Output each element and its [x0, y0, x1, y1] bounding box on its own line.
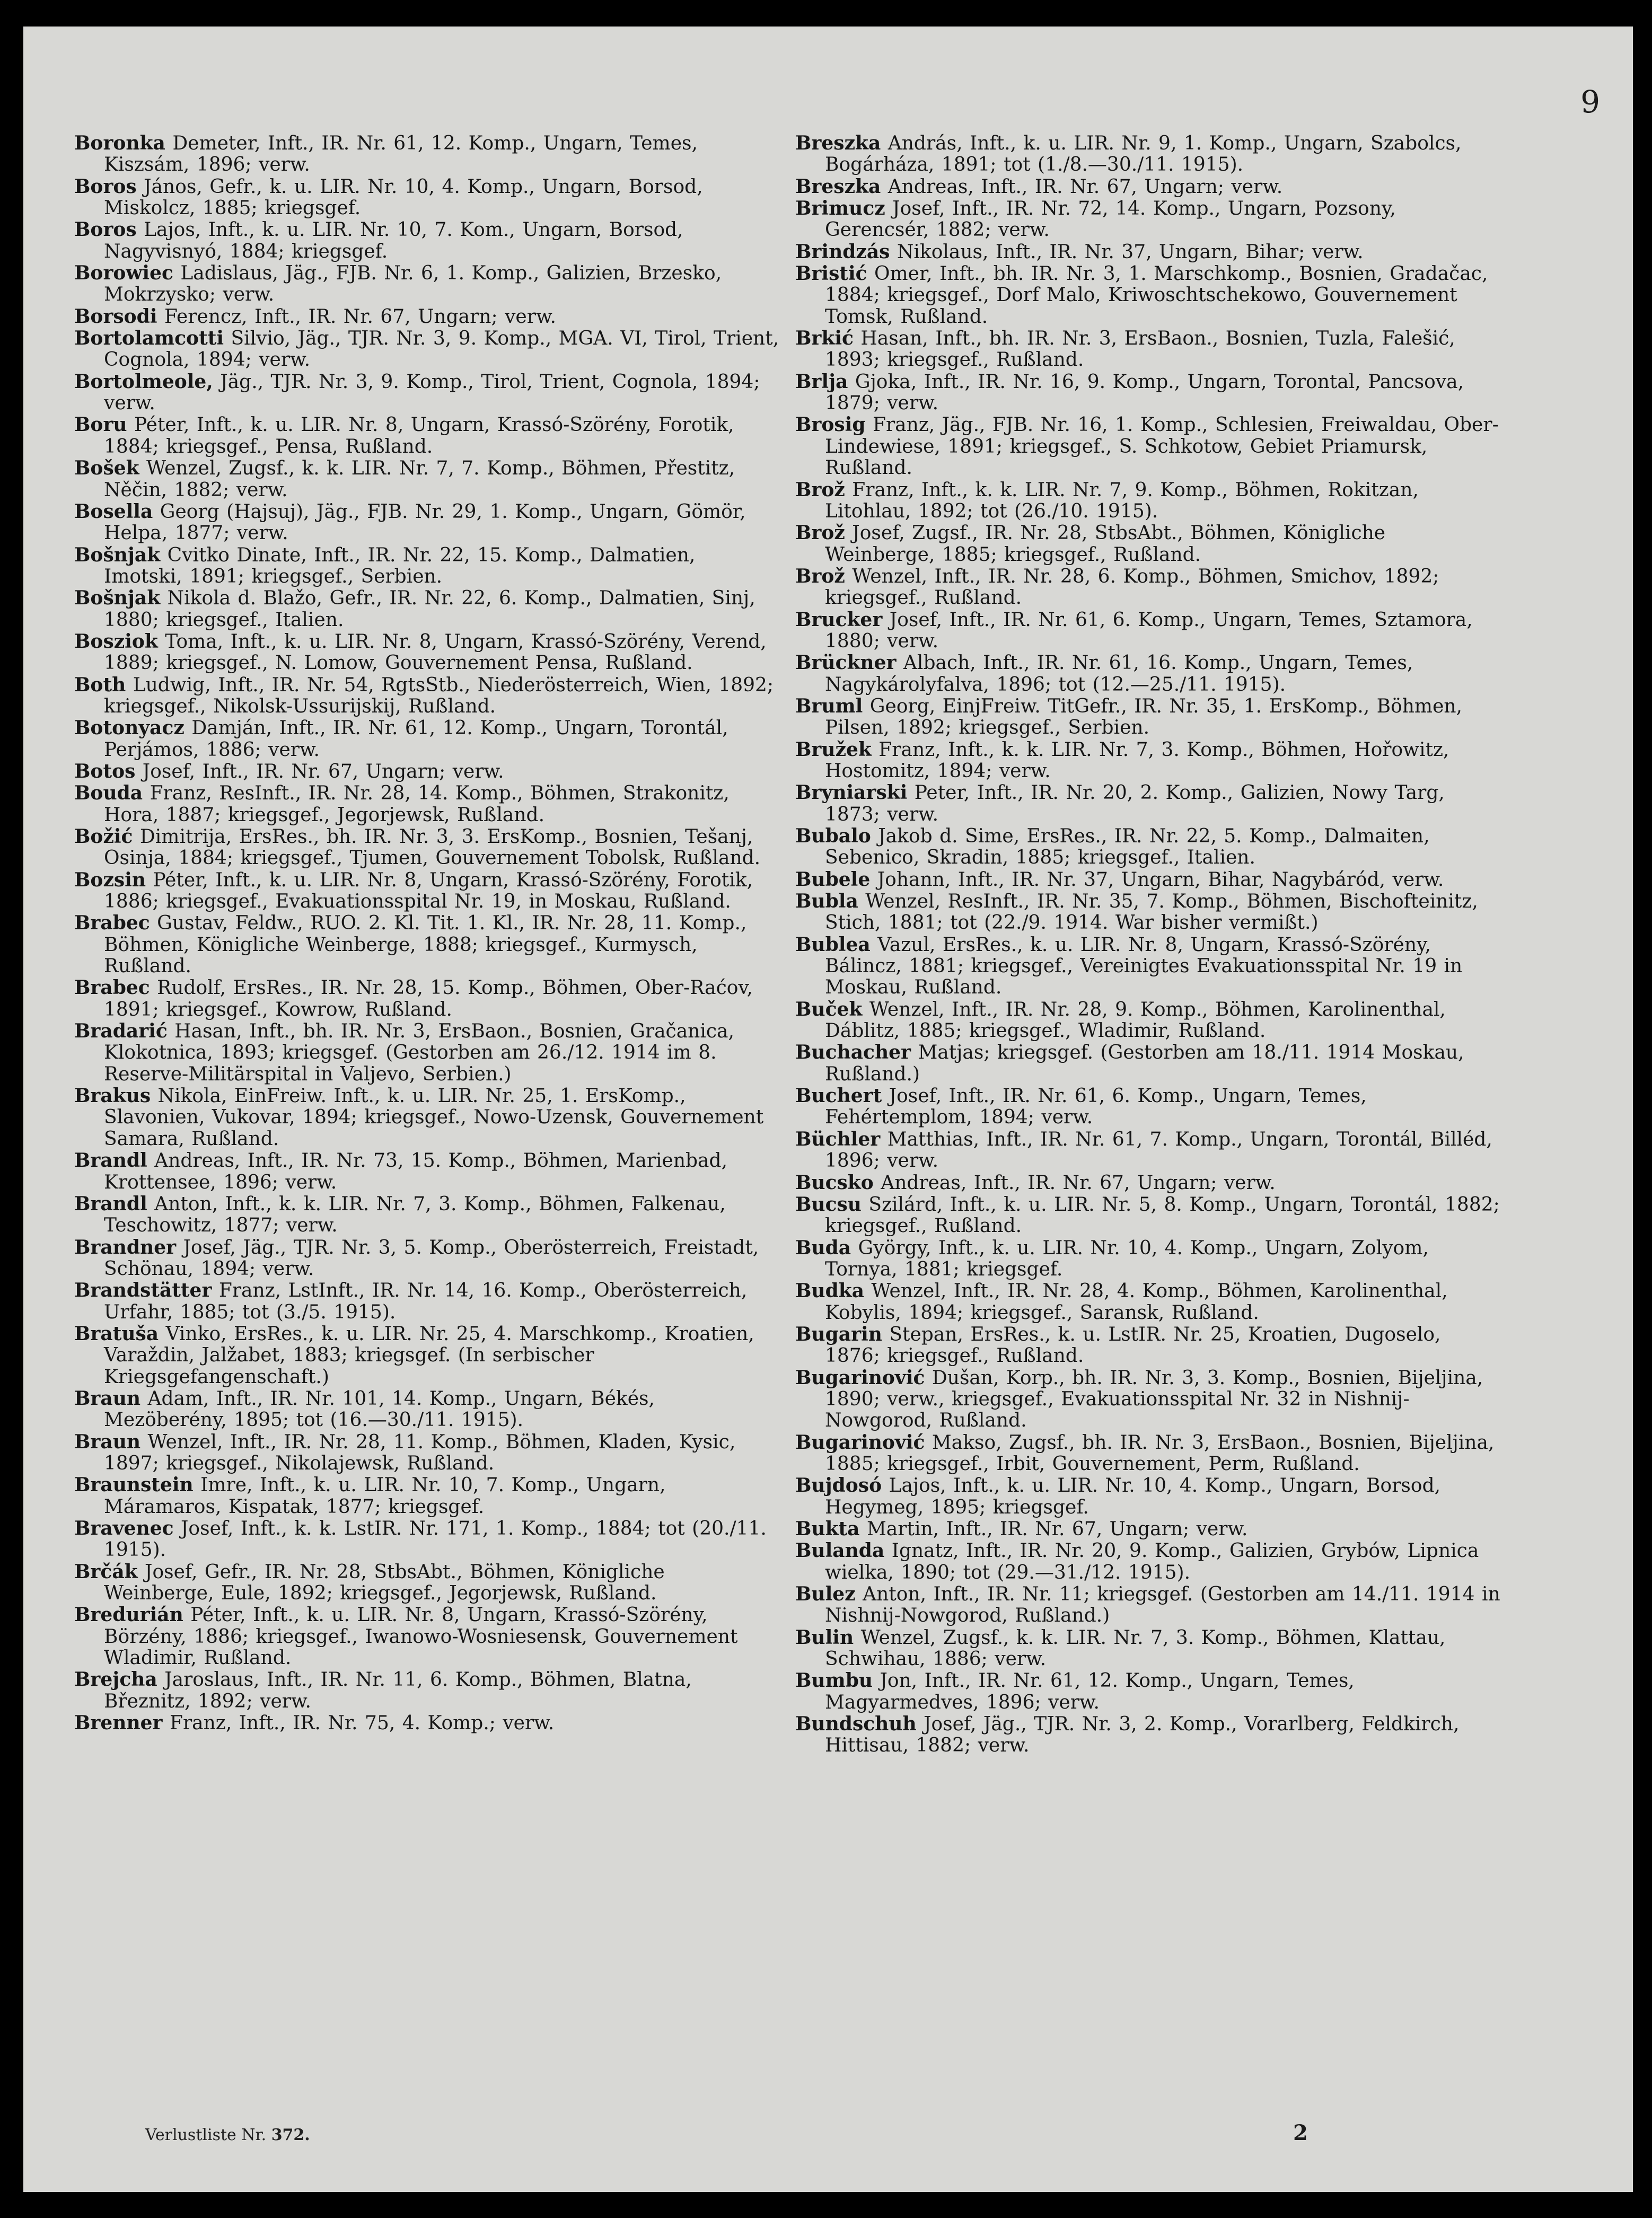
entry-name: Bukta [795, 1518, 860, 1540]
entry-name: Brenner [74, 1712, 163, 1735]
list-entry [795, 1713, 1500, 1757]
list-entry [795, 934, 1500, 999]
entry-name: Brož [795, 478, 845, 501]
list-entry [74, 133, 779, 176]
entry-name: Brčák [74, 1560, 138, 1583]
list-entry [74, 262, 779, 306]
entry-name: Bošek [74, 457, 139, 480]
entry-name: Bortolamcotti [74, 327, 224, 350]
entry-name: Bundschuh [795, 1713, 917, 1736]
entry-details: Silvio, Jäg., TJR. Nr. 3, 9. Komp., MGA. VI, Tirol, Trient, Cognola, 1894; verw. [104, 328, 779, 371]
entry-details: Lajos, Inft., k. u. LIR. Nr. 10, 4. Komp., Ungarn, Borsod, Hegymeg, 1895; kriegsgef. [825, 1475, 1441, 1518]
entry-details: Damján, Inft., IR. Nr. 61, 12. Komp., Ungarn, Torontál, Perjámos, 1886; verw. [104, 717, 728, 761]
entry-name: Botonyacz [74, 717, 184, 740]
entry-name: Brimucz [795, 197, 885, 220]
entry-name: Bradarić [74, 1020, 168, 1043]
entry-details: Wenzel, Inft., IR. Nr. 28, 6. Komp., Böhmen, Smichov, 1892; kriegsgef., Rußland. [825, 565, 1439, 609]
list-entry [74, 1193, 779, 1237]
entry-name: Boru [74, 413, 127, 436]
entry-details: Stepan, ErsRes., k. u. LstIR. Nr. 25, Kroatien, Dugoselo, 1876; kriegsgef., Rußland. [825, 1323, 1441, 1367]
entry-details: Imre, Inft., k. u. LIR. Nr. 10, 7. Komp., Ungarn, Máramaros, Kispatak, 1877; kriegsgef. [104, 1474, 666, 1518]
list-entry [795, 891, 1500, 934]
entry-name: Buda [795, 1236, 851, 1259]
entry-name: Bugarinović [795, 1366, 925, 1389]
list-entry [74, 977, 779, 1020]
entry-name: Bugarin [795, 1323, 882, 1345]
entry-details: Georg, EinjFreiw. TitGefr., IR. Nr. 35, 1. ErsKomp., Böhmen, Pilsen, 1892; kriegsgef., Serbien. [825, 695, 1463, 739]
entry-details: Josef, Inft., IR. Nr. 72, 14. Komp., Ungarn, Pozsony, Gerencsér, 1882; verw. [825, 198, 1396, 241]
entry-details: Omer, Inft., bh. IR. Nr. 3, 1. Marschkomp., Bosnien, Gradačac, 1884; kriegsgef., Dorf Malo, Kriwoschtschekowo, Gouvernement Tomsk, Rußland. [825, 263, 1488, 328]
entry-details: Josef, Jäg., TJR. Nr. 3, 5. Komp., Oberösterreich, Freistadt, Schönau, 1894; verw. [104, 1236, 759, 1280]
entry-details: János, Gefr., k. u. LIR. Nr. 10, 4. Komp., Ungarn, Borsod, Miskolcz, 1885; kriegsgef. [104, 175, 703, 219]
entry-details: Vinko, ErsRes., k. u. LIR. Nr. 25, 4. Marschkomp., Kroatien, Varaždin, Jalžabet, 1883; kriegsgef. (In serbischer Kriegsgefangenschaft.) [104, 1323, 754, 1388]
footer-signature: 2 [1293, 2120, 1308, 2145]
entry-name: Breszka [795, 175, 881, 198]
entry-name: Breszka [795, 132, 881, 154]
entry-details: Ludwig, Inft., IR. Nr. 54, RgtsStb., Niederösterreich, Wien, 1892; kriegsgef., Nikolsk-Ussurijskij, Rußland. [104, 674, 774, 717]
entry-details: Matthias, Inft., IR. Nr. 61, 7. Komp., Ungarn, Torontál, Billéd, 1896; verw. [825, 1128, 1492, 1172]
list-entry [795, 739, 1500, 782]
list-entry [74, 544, 779, 588]
entry-details: Josef, Zugsf., IR. Nr. 28, StbsAbt., Böhmen, Königliche Weinberge, 1885; kriegsgef., Rußland. [825, 522, 1386, 566]
list-entry [795, 1129, 1500, 1172]
entry-name: Bouda [74, 782, 143, 805]
entry-details: Gjoka, Inft., IR. Nr. 16, 9. Komp., Ungarn, Torontal, Pancsova, 1879; verw. [825, 371, 1464, 415]
list-entry [74, 1237, 779, 1280]
list-entry [795, 869, 1500, 891]
entry-details: Ignatz, Inft., IR. Nr. 20, 9. Komp., Galizien, Grybów, Lipnica wielka, 1890; tot (29.—31./12. 1915). [825, 1540, 1479, 1583]
entry-details: Péter, Inft., k. u. LIR. Nr. 8, Ungarn, Krassó-Szörény, Forotik, 1884; kriegsgef., Pensa, Rußland. [104, 414, 734, 457]
entry-name: Božić [74, 825, 133, 848]
entry-name: Bozsin [74, 868, 146, 891]
list-entry [795, 414, 1500, 479]
list-entry [74, 674, 779, 718]
list-entry [74, 1712, 779, 1734]
entry-details: Adam, Inft., IR. Nr. 101, 14. Komp., Ungarn, Békés, Mezöberény, 1895; tot (16.—30./11. 1915). [104, 1387, 655, 1431]
entry-name: Bubele [795, 868, 871, 891]
entry-details: Hasan, Inft., bh. IR. Nr. 3, ErsBaon., Bosnien, Tuzla, Falešić, 1893; kriegsgef., Rußland. [825, 328, 1455, 371]
entry-details: Nikolaus, Inft., IR. Nr. 37, Ungarn, Bihar; verw. [890, 241, 1364, 263]
entry-details: Anton, Inft., k. k. LIR. Nr. 7, 3. Komp., Böhmen, Falkenau, Teschowitz, 1877; verw. [104, 1193, 726, 1237]
entry-details: Wenzel, Inft., IR. Nr. 28, 11. Komp., Böhmen, Kladen, Kysic, 1897; kriegsgef., Nikolajewsk, Rußland. [104, 1431, 736, 1474]
list-entry [74, 869, 779, 913]
entry-name: Bubla [795, 890, 858, 913]
entry-name: Braun [74, 1430, 141, 1453]
list-entry [795, 1432, 1500, 1475]
entry-name: Brakus [74, 1085, 151, 1107]
entry-details: Georg (Hajsuj), Jäg., FJB. Nr. 29, 1. Komp., Ungarn, Gömör, Helpa, 1877; verw. [104, 500, 746, 544]
list-entry [795, 1518, 1500, 1540]
list-entry [74, 414, 779, 457]
entry-details: Wenzel, Zugsf., k. k. LIR. Nr. 7, 3. Komp., Böhmen, Klattau, Schwihau, 1886; verw. [825, 1626, 1446, 1670]
entry-details: Matjas; kriegsgef. (Gestorben am 18./11. 1914 Moskau, Rußland.) [825, 1042, 1464, 1085]
list-entry [74, 1388, 779, 1431]
list-entry [795, 1627, 1500, 1670]
entry-name: Both [74, 673, 126, 696]
list-entry [795, 1085, 1500, 1129]
entry-name: Bulin [795, 1626, 854, 1649]
entry-details: Szilárd, Inft., k. u. LIR. Nr. 5, 8. Komp., Ungarn, Torontál, 1882; kriegsgef., Rußland. [825, 1193, 1500, 1237]
list-entry [795, 1367, 1500, 1432]
entry-name: Bosziok [74, 630, 158, 653]
entry-details: Anton, Inft., IR. Nr. 11; kriegsgef. (Gestorben am 14./11. 1914 in Nishnij-Nowgorod, Rußland.) [825, 1583, 1500, 1627]
entry-details: Andreas, Inft., IR. Nr. 67, Ungarn; verw. [873, 1172, 1276, 1194]
entry-name: Borowiec [74, 262, 173, 285]
list-entry [795, 479, 1500, 523]
entry-name: Bublea [795, 933, 871, 956]
entry-name: Boros [74, 175, 137, 198]
list-entry [795, 999, 1500, 1042]
list-entry [74, 1280, 779, 1323]
entry-details: Jaroslaus, Inft., IR. Nr. 11, 6. Komp., Böhmen, Blatna, Březnitz, 1892; verw. [104, 1669, 692, 1712]
entry-name: Brandl [74, 1192, 147, 1215]
entry-details: Franz, Inft., k. k. LIR. Nr. 7, 9. Komp., Böhmen, Rokitzan, Litohlau, 1892; tot (26./10. 1915). [825, 479, 1419, 522]
entry-details: Ferencz, Inft., IR. Nr. 67, Ungarn; verw. [157, 305, 556, 328]
list-entry [74, 1561, 779, 1605]
list-entry [74, 1020, 779, 1085]
list-entry [795, 176, 1500, 198]
list-entry [795, 1194, 1500, 1237]
entry-details: Vazul, ErsRes., k. u. LIR. Nr. 8, Ungarn, Krassó-Szörény, Bálincz, 1881; kriegsgef., Vereinigtes Evakuationsspital Nr. 19 in Moskau, Rußland. [825, 934, 1463, 999]
entry-details: Franz, ResInft., IR. Nr. 28, 14. Komp., Böhmen, Strakonitz, Hora, 1887; kriegsgef., Jegorjewsk, Rußland. [104, 782, 730, 826]
entry-details: Josef, Inft., IR. Nr. 67, Ungarn; verw. [135, 760, 504, 782]
list-entry [74, 328, 779, 371]
entry-details: Josef, Gefr., IR. Nr. 28, StbsAbt., Böhmen, Königliche Weinberge, Eule, 1892; kriegsgef., Jegorjewsk, Rußland. [104, 1561, 665, 1605]
entry-name: Brož [795, 522, 845, 544]
entry-details: Andreas, Inft., IR. Nr. 73, 15. Komp., Böhmen, Marienbad, Krottensee, 1896; verw. [104, 1150, 728, 1193]
entry-details: Josef, Inft., IR. Nr. 61, 6. Komp., Ungarn, Temes, Sztamora, 1880; verw. [825, 609, 1473, 652]
list-entry [795, 133, 1500, 176]
list-entry [795, 1475, 1500, 1518]
entry-details: Johann, Inft., IR. Nr. 37, Ungarn, Bihar, Nagybáród, verw. [870, 868, 1444, 891]
list-entry [74, 1474, 779, 1518]
list-entry [74, 1669, 779, 1712]
entry-name: Botos [74, 760, 136, 782]
entry-name: Bredurián [74, 1604, 183, 1626]
entry-details: Martin, Inft., IR. Nr. 67, Ungarn; verw. [859, 1518, 1248, 1540]
list-entry [795, 696, 1500, 739]
list-entry [795, 263, 1500, 328]
entry-name: Borsodi [74, 305, 157, 328]
list-entry [74, 1604, 779, 1669]
entry-name: Brabec [74, 976, 150, 999]
entry-name: Brož [795, 565, 845, 587]
list-entry [74, 1323, 779, 1388]
entry-details: Andreas, Inft., IR. Nr. 67, Ungarn; verw. [881, 175, 1283, 198]
entry-name: Boronka [74, 132, 165, 154]
entry-details: Wenzel, ResInft., IR. Nr. 35, 7. Komp., Böhmen, Bischofteinitz, Stich, 1881; tot (22./9. 1914. War bisher vermißt.) [825, 891, 1478, 934]
entry-details: Nikola, EinFreiw. Inft., k. u. LIR. Nr. 25, 1. ErsKomp., Slavonien, Vukovar, 1894; kriegsgef., Nowo-Uzensk, Gouvernement Samara, Rußland. [104, 1085, 764, 1150]
list-entry [795, 1670, 1500, 1713]
entry-name: Bosella [74, 500, 153, 523]
entry-details: Franz, Inft., k. k. LIR. Nr. 7, 3. Komp., Böhmen, Hořowitz, Hostomitz, 1894; verw. [825, 738, 1449, 782]
list-entry [795, 328, 1500, 371]
entry-details: Cvitko Dinate, Inft., IR. Nr. 22, 15. Komp., Dalmatien, Imotski, 1891; kriegsgef., Serbien. [104, 544, 696, 587]
entry-name: Braunstein [74, 1474, 194, 1497]
list-entry [74, 176, 779, 219]
list-entry [74, 1085, 779, 1150]
entry-name: Bošnjak [74, 587, 161, 610]
list-entry [74, 371, 779, 415]
footer-list-label [145, 2126, 310, 2144]
entry-details: Lajos, Inft., k. u. LIR. Nr. 10, 7. Kom., Ungarn, Borsod, Nagyvisnyó, 1884; kriegsgef. [104, 219, 683, 262]
entry-name: Bružek [795, 738, 872, 761]
list-entry [795, 1042, 1500, 1085]
list-entry [74, 631, 779, 674]
entry-name: Brabec [74, 912, 150, 935]
entry-name: Buchacher [795, 1041, 911, 1064]
entry-name: Bristić [795, 262, 867, 285]
entry-details: Péter, Inft., k. u. LIR. Nr. 8, Ungarn, Krassó-Szörény, Börzény, 1886; kriegsgef., Iwanowo-Wosniesensk, Gouvernement Wladimir, Rußland. [104, 1604, 738, 1669]
list-entry [795, 1280, 1500, 1324]
entry-details: György, Inft., k. u. LIR. Nr. 10, 4. Komp., Ungarn, Zolyom, Tornya, 1881; kriegsgef. [825, 1237, 1429, 1280]
list-entry [74, 501, 779, 544]
list-entry [74, 717, 779, 761]
list-entry [795, 1172, 1500, 1194]
list-entry [74, 826, 779, 869]
list-entry [74, 761, 779, 782]
list-entry [795, 566, 1500, 609]
list-entry [795, 782, 1500, 825]
entry-details: Wenzel, Zugsf., k. k. LIR. Nr. 7, 7. Komp., Böhmen, Přestitz, Něčin, 1882; verw. [104, 457, 735, 501]
list-entry [795, 1540, 1500, 1583]
entry-name: Buchert [795, 1085, 882, 1107]
page-number: 9 [1580, 84, 1600, 120]
list-entry [74, 1431, 779, 1475]
footer-list-number: 372. [271, 2126, 310, 2144]
entry-name: Bujdosó [795, 1474, 882, 1497]
entry-name: Bryniarski [795, 781, 908, 804]
entry-name: Bošnjak [74, 543, 161, 566]
entry-name: Bumbu [795, 1669, 873, 1692]
entry-details: Josef, Inft., k. k. LstIR. Nr. 171, 1. Komp., 1884; tot (20./11. 1915). [104, 1518, 767, 1561]
entry-details: Péter, Inft., k. u. LIR. Nr. 8, Ungarn, Krassó-Szörény, Forotik, 1886; kriegsgef., Evakuationsspital Nr. 19, in Moskau, Rußland. [104, 869, 753, 913]
list-entry [74, 457, 779, 501]
list-entry [795, 371, 1500, 415]
entry-details: Franz, Jäg., FJB. Nr. 16, 1. Komp., Schlesien, Freiwaldau, Ober-Lindewiese, 1891; kriegsgef., S. Schkotow, Gebiet Priamursk, Rußland. [825, 414, 1499, 479]
entry-name: Bruml [795, 694, 863, 717]
entry-details: Albach, Inft., IR. Nr. 61, 16. Komp., Ungarn, Temes, Nagykárolyfalva, 1896; tot (12.—25./11. 1915). [825, 652, 1413, 696]
entry-name: Bugarinović [795, 1431, 925, 1454]
list-entry [795, 198, 1500, 241]
entry-details: Demeter, Inft., IR. Nr. 61, 12. Komp., Ungarn, Temes, Kiszsám, 1896; verw. [104, 133, 698, 176]
entry-details: Josef, Inft., IR. Nr. 61, 6. Komp., Ungarn, Temes, Fehértemplom, 1894; verw. [825, 1085, 1367, 1129]
list-entry [795, 1237, 1500, 1281]
entry-details: Makso, Zugsf., bh. IR. Nr. 3, ErsBaon., Bosnien, Bijeljina, 1885; kriegsgef., Irbit, Gouvernement, Perm, Rußland. [825, 1431, 1495, 1475]
entry-name: Bratuša [74, 1322, 159, 1345]
entry-details: Franz, LstInft., IR. Nr. 14, 16. Komp., Oberösterreich, Urfahr, 1885; tot (3./5. 1915). [104, 1280, 748, 1323]
entry-name: Brückner [795, 652, 897, 674]
right-column [795, 133, 1500, 1757]
list-entry [74, 306, 779, 328]
entry-details: Rudolf, ErsRes., IR. Nr. 28, 15. Komp., Böhmen, Ober-Raćov, 1891; kriegsgef., Kowrow, Rußland. [104, 977, 753, 1020]
entry-details: Gustav, Feldw., RUO. 2. Kl. Tit. 1. Kl., IR. Nr. 28, 11. Komp., Böhmen, Königliche Weinberge, 1888; kriegsgef., Kurmysch, Rußland. [104, 912, 747, 978]
entry-details: Dimitrija, ErsRes., bh. IR. Nr. 3, 3. ErsKomp., Bosnien, Tešanj, Osinja, 1884; kriegsgef., Tjumen, Gouvernement Tobolsk, Rußland. [104, 826, 761, 869]
entry-details: Josef, Jäg., TJR. Nr. 3, 2. Komp., Vorarlberg, Feldkirch, Hittisau, 1882; verw. [825, 1713, 1460, 1757]
entry-name: Bravenec [74, 1517, 174, 1539]
entry-details: Toma, Inft., k. u. LIR. Nr. 8, Ungarn, Krassó-Szörény, Verend, 1889; kriegsgef., N. Lomow, Gouvernement Pensa, Rußland. [104, 630, 767, 674]
entry-details: Hasan, Inft., bh. IR. Nr. 3, ErsBaon., Bosnien, Gračanica, Klokotnica, 1893; kriegsgef. (Gestorben am 26./12. 1914 im 8. Reserve-Militärspital in Valjevo, Serbien.) [104, 1020, 734, 1085]
list-entry [795, 652, 1500, 696]
entry-details: András, Inft., k. u. LIR. Nr. 9, 1. Komp., Ungarn, Szabolcs, Bogárháza, 1891; tot (1./8.—30./11. 1915). [825, 133, 1462, 176]
entry-name: Boros [74, 218, 137, 241]
entry-details: Peter, Inft., IR. Nr. 20, 2. Komp., Galizien, Nowy Targ, 1873; verw. [825, 782, 1445, 825]
entry-details: Wenzel, Inft., IR. Nr. 28, 4. Komp., Böhmen, Karolinenthal, Kobylis, 1894; kriegsgef., Saransk, Rußland. [825, 1280, 1448, 1324]
footer-label: Verlustliste Nr. [145, 2126, 267, 2144]
entry-name: Brejcha [74, 1668, 157, 1691]
entry-name: Bortolmeole, [74, 370, 213, 393]
entry-details: Wenzel, Inft., IR. Nr. 28, 9. Komp., Böhmen, Karolinenthal, Dáblitz, 1885; kriegsgef., Wladimir, Rußland. [825, 998, 1446, 1042]
entry-name: Bulanda [795, 1539, 885, 1562]
entry-details: Ladislaus, Jäg., FJB. Nr. 6, 1. Komp., Galizien, Brzesko, Mokrzysko; verw. [104, 262, 722, 306]
entry-name: Brandstätter [74, 1279, 212, 1302]
list-entry [74, 912, 779, 977]
entry-name: Brandl [74, 1149, 147, 1172]
list-entry [74, 1150, 779, 1193]
entry-name: Brkić [795, 327, 854, 350]
entry-name: Bulez [795, 1583, 856, 1606]
list-page [23, 27, 1633, 2192]
list-entry [74, 1518, 779, 1561]
entry-name: Brosig [795, 413, 866, 436]
entry-details: Franz, Inft., IR. Nr. 75, 4. Komp.; verw. [162, 1712, 555, 1735]
entry-name: Brlja [795, 370, 848, 393]
list-entry [74, 219, 779, 262]
entry-name: Buček [795, 998, 863, 1020]
entry-details: Jon, Inft., IR. Nr. 61, 12. Komp., Ungarn, Temes, Magyarmedves, 1896; verw. [825, 1670, 1355, 1713]
list-entry [795, 241, 1500, 263]
list-entry [795, 1583, 1500, 1627]
list-entry [74, 587, 779, 631]
entry-details: Jäg., TJR. Nr. 3, 9. Komp., Tirol, Trient, Cognola, 1894; verw. [104, 371, 760, 415]
left-column [74, 133, 779, 1734]
entry-name: Budka [795, 1280, 865, 1302]
entry-name: Brindzás [795, 240, 890, 263]
entry-name: Bubalo [795, 825, 871, 847]
list-entry [795, 1324, 1500, 1367]
entry-details: Jakob d. Sime, ErsRes., IR. Nr. 22, 5. Komp., Dalmaiten, Sebenico, Skradin, 1885; kriegsgef., Italien. [825, 825, 1430, 869]
entry-name: Bucsko [795, 1171, 874, 1194]
entry-name: Brandner [74, 1236, 177, 1258]
entry-details: Nikola d. Blažo, Gefr., IR. Nr. 22, 6. Komp., Dalmatien, Sinj, 1880; kriegsgef., Italien. [104, 587, 755, 631]
list-entry [74, 782, 779, 826]
list-entry [795, 825, 1500, 869]
entry-name: Bucsu [795, 1193, 862, 1216]
list-entry [795, 609, 1500, 653]
entry-details: Dušan, Korp., bh. IR. Nr. 3, 3. Komp., Bosnien, Bijeljina, 1890; verw., kriegsgef., Evakuationsspital Nr. 32 in Nishnij-Nowgorod, Rußland. [825, 1367, 1483, 1432]
entry-name: Braun [74, 1387, 141, 1410]
entry-name: Brucker [795, 608, 883, 631]
entry-name: Büchler [795, 1128, 881, 1150]
list-entry [795, 522, 1500, 566]
